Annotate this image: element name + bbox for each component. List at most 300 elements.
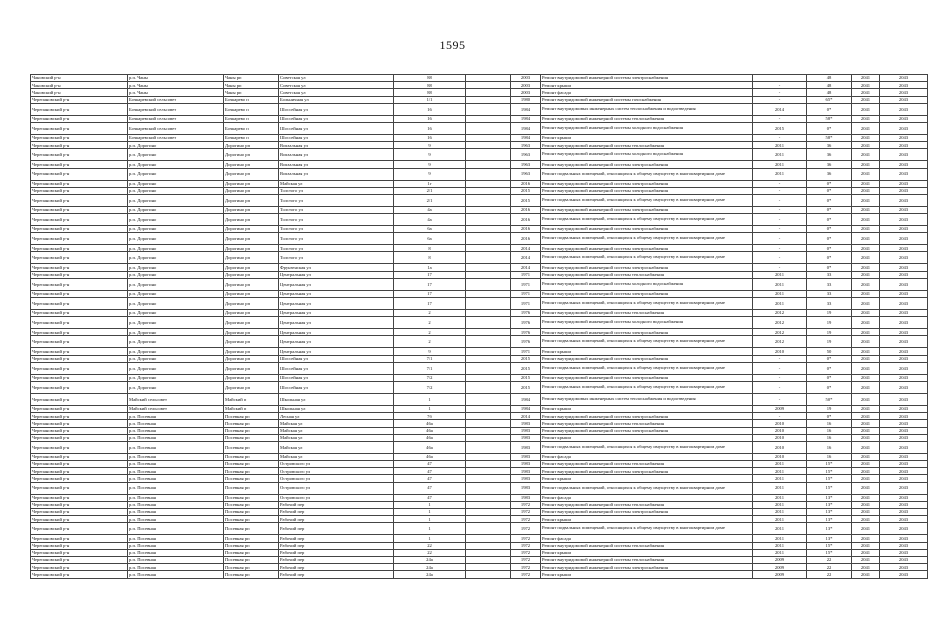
cell-district: Чановский р-н bbox=[31, 89, 128, 96]
cell-settlement: р.п. Дорогино bbox=[128, 161, 224, 168]
table-row bbox=[31, 393, 928, 405]
cell-settlement: р.п. Дорогино bbox=[128, 355, 224, 362]
cell-plan-end-year: 2043 bbox=[880, 420, 928, 427]
cell-settlement: р.п. Посевная bbox=[128, 542, 224, 549]
cell-settlement: р.п. Посевная bbox=[128, 434, 224, 441]
cell-building bbox=[466, 482, 511, 494]
cell-work-type: Ремонт внутридомовой инженерной системы теплоснабжения bbox=[541, 461, 753, 468]
cell-last-repair-year: - bbox=[753, 82, 807, 89]
cell-last-repair-year: - bbox=[753, 214, 807, 226]
cell-building bbox=[466, 542, 511, 549]
cell-year-built: 1983 bbox=[511, 441, 541, 453]
cell-year-built: 2014 bbox=[511, 264, 541, 271]
cell-work-type: Ремонт крыши bbox=[541, 571, 753, 578]
cell-plan-start-year: 2041 bbox=[852, 75, 880, 82]
cell-plan-end-year: 2043 bbox=[880, 348, 928, 355]
cell-year-built: 1984 bbox=[511, 393, 541, 405]
cell-last-repair-year: 2011 bbox=[753, 501, 807, 508]
table-row bbox=[31, 494, 928, 501]
table-row bbox=[31, 194, 928, 206]
cell-plan-end-year: 2043 bbox=[880, 233, 928, 245]
cell-last-repair-year: 2011 bbox=[753, 523, 807, 535]
cell-work-type: Ремонт подвальных помещений, относящихся к общему имуществу в многоквартирном доме bbox=[541, 381, 753, 393]
table-row bbox=[31, 187, 928, 194]
cell-work-type: Ремонт подвальных помещений, относящихся к общему имуществу в многоквартирном доме bbox=[541, 214, 753, 226]
cell-work-type: Ремонт внутридомовой инженерной системы электроснабжения bbox=[541, 427, 753, 434]
cell-locality: Дорогино рп bbox=[224, 206, 279, 213]
cell-building bbox=[466, 161, 511, 168]
cell-work-type: Ремонт подвальных помещений, относящихся к общему имуществу в многоквартирном доме bbox=[541, 441, 753, 453]
cell-locality: Майский п bbox=[224, 405, 279, 412]
cell-wear-percent: 36 bbox=[807, 168, 852, 180]
table-row bbox=[31, 290, 928, 297]
cell-building bbox=[466, 310, 511, 317]
cell-building bbox=[466, 413, 511, 420]
cell-plan-end-year: 2043 bbox=[880, 509, 928, 516]
cell-locality: Дорогино рп bbox=[224, 233, 279, 245]
cell-wear-percent: 36 bbox=[807, 142, 852, 149]
cell-settlement: р.п. Дорогино bbox=[128, 168, 224, 180]
table-row bbox=[31, 317, 928, 329]
cell-year-built: 1984 bbox=[511, 134, 541, 141]
cell-last-repair-year: 2010 bbox=[753, 453, 807, 460]
cell-plan-start-year: 2041 bbox=[852, 453, 880, 460]
cell-street: Шоссейная ул bbox=[279, 381, 394, 393]
cell-work-type: Ремонт внутридомовой инженерной системы электроснабжения bbox=[541, 468, 753, 475]
cell-locality: Бочкарево п bbox=[224, 103, 279, 115]
table-row bbox=[31, 441, 928, 453]
cell-plan-start-year: 2041 bbox=[852, 206, 880, 213]
cell-year-built: 1983 bbox=[511, 468, 541, 475]
cell-plan-start-year: 2041 bbox=[852, 96, 880, 103]
cell-district: Черепановский р-н bbox=[31, 134, 128, 141]
cell-plan-start-year: 2041 bbox=[852, 523, 880, 535]
cell-year-built: 1984 bbox=[511, 122, 541, 134]
cell-settlement: р.п. Дорогино bbox=[128, 362, 224, 374]
cell-settlement: р.п. Дорогино bbox=[128, 348, 224, 355]
cell-street: Советская ул bbox=[279, 75, 394, 82]
cell-street: Рабочий пер bbox=[279, 509, 394, 516]
cell-building bbox=[466, 556, 511, 563]
cell-district: Черепановский р-н bbox=[31, 453, 128, 460]
cell-wear-percent: 15* bbox=[807, 549, 852, 556]
cell-last-repair-year: 2011 bbox=[753, 494, 807, 501]
cell-plan-end-year: 2043 bbox=[880, 571, 928, 578]
cell-last-repair-year: 2011 bbox=[753, 475, 807, 482]
cell-plan-start-year: 2041 bbox=[852, 362, 880, 374]
cell-plan-start-year: 2041 bbox=[852, 194, 880, 206]
cell-house-number: 1 bbox=[394, 535, 466, 542]
cell-last-repair-year: 2011 bbox=[753, 482, 807, 494]
table-row bbox=[31, 298, 928, 310]
cell-work-type: Ремонт внутридомовой инженерной системы холодного водоснабжения bbox=[541, 278, 753, 290]
cell-locality: Посевная рп bbox=[224, 571, 279, 578]
cell-wear-percent: 36 bbox=[807, 149, 852, 161]
cell-settlement: р.п. Чаны bbox=[128, 75, 224, 82]
table-row bbox=[31, 468, 928, 475]
table-row bbox=[31, 96, 928, 103]
cell-last-repair-year: - bbox=[753, 180, 807, 187]
cell-settlement: р.п. Дорогино bbox=[128, 317, 224, 329]
cell-plan-end-year: 2043 bbox=[880, 374, 928, 381]
table-body bbox=[31, 75, 928, 579]
table-row bbox=[31, 310, 928, 317]
table-row bbox=[31, 329, 928, 336]
cell-street: Лесная ул bbox=[279, 413, 394, 420]
cell-district: Черепановский р-н bbox=[31, 571, 128, 578]
cell-plan-start-year: 2041 bbox=[852, 535, 880, 542]
cell-settlement: р.п. Дорогино bbox=[128, 142, 224, 149]
cell-district: Черепановский р-н bbox=[31, 420, 128, 427]
cell-plan-start-year: 2041 bbox=[852, 475, 880, 482]
cell-street: Островского ул bbox=[279, 475, 394, 482]
cell-building bbox=[466, 168, 511, 180]
cell-plan-start-year: 2041 bbox=[852, 413, 880, 420]
cell-locality: Посевная рп bbox=[224, 427, 279, 434]
cell-locality: Дорогино рп bbox=[224, 226, 279, 233]
cell-building bbox=[466, 187, 511, 194]
cell-locality: Посевная рп bbox=[224, 413, 279, 420]
table-row bbox=[31, 405, 928, 412]
cell-plan-start-year: 2041 bbox=[852, 233, 880, 245]
cell-district: Черепановский р-н bbox=[31, 523, 128, 535]
table-row bbox=[31, 564, 928, 571]
cell-plan-end-year: 2043 bbox=[880, 134, 928, 141]
cell-plan-end-year: 2043 bbox=[880, 362, 928, 374]
cell-year-built: 1972 bbox=[511, 535, 541, 542]
cell-work-type: Ремонт внутридомовой инженерной системы теплоснабжения bbox=[541, 271, 753, 278]
cell-locality: Чаны рп bbox=[224, 89, 279, 96]
cell-year-built: 1983 bbox=[511, 482, 541, 494]
cell-year-built: 1963 bbox=[511, 142, 541, 149]
cell-last-repair-year: - bbox=[753, 187, 807, 194]
cell-plan-end-year: 2043 bbox=[880, 122, 928, 134]
cell-plan-start-year: 2041 bbox=[852, 271, 880, 278]
cell-locality: Дорогино рп bbox=[224, 278, 279, 290]
cell-work-type: Ремонт внутридомовой инженерной системы электроснабжения bbox=[541, 161, 753, 168]
cell-street: Майская ул bbox=[279, 434, 394, 441]
cell-building bbox=[466, 468, 511, 475]
cell-district: Черепановский р-н bbox=[31, 317, 128, 329]
cell-street: Майская ул bbox=[279, 420, 394, 427]
table-row bbox=[31, 245, 928, 252]
cell-work-type: Ремонт подвальных помещений, относящихся к общему имуществу в многоквартирном доме bbox=[541, 168, 753, 180]
cell-wear-percent: 0* bbox=[807, 374, 852, 381]
cell-house-number: 16 bbox=[394, 134, 466, 141]
cell-settlement: р.п. Посевная bbox=[128, 441, 224, 453]
cell-wear-percent: 50 bbox=[807, 348, 852, 355]
cell-year-built: 2015 bbox=[511, 362, 541, 374]
cell-plan-start-year: 2041 bbox=[852, 348, 880, 355]
cell-year-built: 1984 bbox=[511, 405, 541, 412]
table-row bbox=[31, 214, 928, 226]
cell-house-number: 47 bbox=[394, 475, 466, 482]
cell-house-number: 7/2 bbox=[394, 381, 466, 393]
cell-locality: Посевная рп bbox=[224, 461, 279, 468]
cell-locality: Посевная рп bbox=[224, 434, 279, 441]
cell-house-number: 1а bbox=[394, 264, 466, 271]
cell-wear-percent: 0* bbox=[807, 103, 852, 115]
cell-wear-percent: 16 bbox=[807, 434, 852, 441]
cell-settlement: р.п. Посевная bbox=[128, 475, 224, 482]
cell-settlement: р.п. Дорогино bbox=[128, 187, 224, 194]
cell-street: Центральная ул bbox=[279, 310, 394, 317]
cell-last-repair-year: - bbox=[753, 206, 807, 213]
cell-house-number: 47 bbox=[394, 461, 466, 468]
cell-work-type: Ремонт крыши bbox=[541, 475, 753, 482]
cell-year-built: 2016 bbox=[511, 206, 541, 213]
cell-plan-start-year: 2041 bbox=[852, 168, 880, 180]
cell-plan-start-year: 2041 bbox=[852, 115, 880, 122]
cell-locality: Посевная рп bbox=[224, 549, 279, 556]
cell-year-built: 1971 bbox=[511, 278, 541, 290]
table-row bbox=[31, 362, 928, 374]
cell-settlement: р.п. Дорогино bbox=[128, 245, 224, 252]
cell-work-type: Ремонт подвальных помещений, относящихся к общему имуществу в многоквартирном доме bbox=[541, 336, 753, 348]
cell-settlement: р.п. Посевная bbox=[128, 461, 224, 468]
cell-building bbox=[466, 461, 511, 468]
cell-year-built: 1972 bbox=[511, 571, 541, 578]
cell-settlement: р.п. Дорогино bbox=[128, 180, 224, 187]
cell-plan-end-year: 2043 bbox=[880, 413, 928, 420]
cell-plan-start-year: 2041 bbox=[852, 103, 880, 115]
table-row bbox=[31, 434, 928, 441]
cell-street: Шоссейная ул bbox=[279, 115, 394, 122]
cell-work-type: Ремонт подвальных помещений, относящихся к общему имуществу в многоквартирном доме bbox=[541, 298, 753, 310]
cell-street: Рабочий пер bbox=[279, 571, 394, 578]
cell-plan-end-year: 2043 bbox=[880, 468, 928, 475]
cell-plan-end-year: 2043 bbox=[880, 89, 928, 96]
cell-wear-percent: 0* bbox=[807, 194, 852, 206]
cell-building bbox=[466, 381, 511, 393]
cell-last-repair-year: 2011 bbox=[753, 298, 807, 310]
cell-settlement: р.п. Посевная bbox=[128, 413, 224, 420]
cell-year-built: 1976 bbox=[511, 329, 541, 336]
cell-wear-percent: 58* bbox=[807, 115, 852, 122]
cell-district: Черепановский р-н bbox=[31, 194, 128, 206]
cell-settlement: р.п. Дорогино bbox=[128, 194, 224, 206]
cell-plan-start-year: 2041 bbox=[852, 381, 880, 393]
cell-locality: Дорогино рп bbox=[224, 317, 279, 329]
cell-plan-start-year: 2041 bbox=[852, 556, 880, 563]
cell-last-repair-year: - bbox=[753, 362, 807, 374]
cell-wear-percent: 19 bbox=[807, 329, 852, 336]
cell-year-built: 1972 bbox=[511, 542, 541, 549]
cell-last-repair-year: 2010 bbox=[753, 441, 807, 453]
cell-street: Центральная ул bbox=[279, 317, 394, 329]
cell-locality: Дорогино рп bbox=[224, 336, 279, 348]
cell-last-repair-year: 2011 bbox=[753, 509, 807, 516]
page-number: 1595 bbox=[439, 38, 466, 52]
cell-district: Черепановский р-н bbox=[31, 355, 128, 362]
cell-house-number: 1 bbox=[394, 393, 466, 405]
cell-work-type: Ремонт внутридомовой инженерной системы холодного водоснабжения bbox=[541, 122, 753, 134]
cell-last-repair-year: 2011 bbox=[753, 516, 807, 523]
cell-street: Шоссейная ул bbox=[279, 122, 394, 134]
cell-year-built: 1983 bbox=[511, 420, 541, 427]
cell-year-built: 2016 bbox=[511, 233, 541, 245]
cell-building bbox=[466, 233, 511, 245]
cell-street: Толстого ул bbox=[279, 252, 394, 264]
cell-year-built: 1972 bbox=[511, 523, 541, 535]
cell-last-repair-year: 2011 bbox=[753, 549, 807, 556]
cell-street: Школьная ул bbox=[279, 393, 394, 405]
cell-year-built: 1983 bbox=[511, 427, 541, 434]
cell-year-built: 2003 bbox=[511, 82, 541, 89]
cell-district: Черепановский р-н bbox=[31, 501, 128, 508]
cell-building bbox=[466, 420, 511, 427]
cell-plan-end-year: 2043 bbox=[880, 168, 928, 180]
cell-plan-end-year: 2043 bbox=[880, 556, 928, 563]
cell-district: Черепановский р-н bbox=[31, 214, 128, 226]
cell-work-type: Ремонт внутридомовой инженерной системы электроснабжения bbox=[541, 290, 753, 297]
cell-plan-start-year: 2041 bbox=[852, 516, 880, 523]
cell-work-type: Ремонт внутридомовой инженерной системы электроснабжения bbox=[541, 187, 753, 194]
cell-district: Черепановский р-н bbox=[31, 475, 128, 482]
cell-house-number: 2 bbox=[394, 329, 466, 336]
cell-wear-percent: 16 bbox=[807, 420, 852, 427]
cell-building bbox=[466, 142, 511, 149]
cell-last-repair-year: 2014 bbox=[753, 103, 807, 115]
cell-wear-percent: 16 bbox=[807, 427, 852, 434]
cell-plan-end-year: 2043 bbox=[880, 516, 928, 523]
cell-wear-percent: 0* bbox=[807, 362, 852, 374]
cell-locality: Посевная рп bbox=[224, 535, 279, 542]
cell-building bbox=[466, 453, 511, 460]
cell-building bbox=[466, 523, 511, 535]
cell-wear-percent: 22 bbox=[807, 556, 852, 563]
cell-street: Центральная ул bbox=[279, 298, 394, 310]
cell-wear-percent: 0* bbox=[807, 355, 852, 362]
cell-house-number: 9 bbox=[394, 168, 466, 180]
cell-district: Черепановский р-н bbox=[31, 168, 128, 180]
cell-last-repair-year: 2012 bbox=[753, 329, 807, 336]
cell-house-number: 16 bbox=[394, 115, 466, 122]
cell-building bbox=[466, 115, 511, 122]
cell-settlement: Майский сельсовет bbox=[128, 405, 224, 412]
cell-plan-end-year: 2043 bbox=[880, 252, 928, 264]
cell-last-repair-year: 2011 bbox=[753, 290, 807, 297]
cell-building bbox=[466, 336, 511, 348]
cell-locality: Дорогино рп bbox=[224, 214, 279, 226]
cell-district: Черепановский р-н bbox=[31, 441, 128, 453]
cell-plan-start-year: 2041 bbox=[852, 393, 880, 405]
cell-wear-percent: 48 bbox=[807, 82, 852, 89]
table-row bbox=[31, 475, 928, 482]
cell-last-repair-year: 2011 bbox=[753, 149, 807, 161]
cell-house-number: 2 bbox=[394, 310, 466, 317]
cell-locality: Бочкарево п bbox=[224, 122, 279, 134]
cell-plan-start-year: 2041 bbox=[852, 427, 880, 434]
cell-last-repair-year: - bbox=[753, 134, 807, 141]
cell-wear-percent: 19 bbox=[807, 405, 852, 412]
cell-plan-end-year: 2043 bbox=[880, 278, 928, 290]
cell-plan-start-year: 2041 bbox=[852, 161, 880, 168]
cell-year-built: 1963 bbox=[511, 168, 541, 180]
cell-building bbox=[466, 103, 511, 115]
cell-last-repair-year: - bbox=[753, 96, 807, 103]
cell-locality: Посевная рп bbox=[224, 494, 279, 501]
cell-district: Черепановский р-н bbox=[31, 264, 128, 271]
cell-settlement: Бочкаревский сельсовет bbox=[128, 103, 224, 115]
table-row bbox=[31, 103, 928, 115]
cell-settlement: р.п. Дорогино bbox=[128, 252, 224, 264]
cell-year-built: 1972 bbox=[511, 564, 541, 571]
cell-plan-end-year: 2043 bbox=[880, 475, 928, 482]
cell-building bbox=[466, 264, 511, 271]
cell-plan-start-year: 2041 bbox=[852, 405, 880, 412]
table-row bbox=[31, 571, 928, 578]
cell-wear-percent: 58* bbox=[807, 134, 852, 141]
cell-building bbox=[466, 278, 511, 290]
cell-plan-start-year: 2041 bbox=[852, 290, 880, 297]
table-row bbox=[31, 542, 928, 549]
cell-district: Черепановский р-н bbox=[31, 329, 128, 336]
cell-building bbox=[466, 194, 511, 206]
cell-plan-end-year: 2043 bbox=[880, 317, 928, 329]
cell-settlement: р.п. Дорогино bbox=[128, 310, 224, 317]
table-row bbox=[31, 381, 928, 393]
cell-plan-end-year: 2043 bbox=[880, 336, 928, 348]
cell-settlement: р.п. Дорогино bbox=[128, 226, 224, 233]
cell-house-number: 1 bbox=[394, 405, 466, 412]
cell-district: Черепановский р-н bbox=[31, 434, 128, 441]
cell-year-built: 1972 bbox=[511, 516, 541, 523]
cell-settlement: р.п. Посевная bbox=[128, 427, 224, 434]
cell-settlement: Бочкаревский сельсовет bbox=[128, 134, 224, 141]
cell-plan-end-year: 2043 bbox=[880, 264, 928, 271]
table-row bbox=[31, 142, 928, 149]
cell-building bbox=[466, 427, 511, 434]
cell-building bbox=[466, 494, 511, 501]
cell-street: Рабочий пер bbox=[279, 556, 394, 563]
cell-plan-start-year: 2041 bbox=[852, 355, 880, 362]
cell-wear-percent: 33 bbox=[807, 278, 852, 290]
table-row bbox=[31, 427, 928, 434]
cell-wear-percent: 0* bbox=[807, 252, 852, 264]
cell-wear-percent: 33 bbox=[807, 290, 852, 297]
cell-work-type: Ремонт внутридомовой инженерной системы электроснабжения bbox=[541, 413, 753, 420]
cell-year-built: 1963 bbox=[511, 149, 541, 161]
cell-plan-start-year: 2041 bbox=[852, 542, 880, 549]
cell-district: Черепановский р-н bbox=[31, 516, 128, 523]
table-row bbox=[31, 233, 928, 245]
cell-building bbox=[466, 564, 511, 571]
cell-last-repair-year: - bbox=[753, 374, 807, 381]
table-row bbox=[31, 516, 928, 523]
cell-wear-percent: 15* bbox=[807, 542, 852, 549]
cell-house-number: 46а bbox=[394, 434, 466, 441]
cell-wear-percent: 13* bbox=[807, 494, 852, 501]
cell-locality: Посевная рп bbox=[224, 564, 279, 571]
cell-house-number: 17 bbox=[394, 271, 466, 278]
cell-plan-start-year: 2041 bbox=[852, 89, 880, 96]
cell-work-type: Ремонт подвальных помещений, относящихся к общему имуществу в многоквартирном доме bbox=[541, 194, 753, 206]
cell-last-repair-year: 2012 bbox=[753, 317, 807, 329]
cell-district: Черепановский р-н bbox=[31, 461, 128, 468]
cell-locality: Дорогино рп bbox=[224, 252, 279, 264]
cell-wear-percent: 13* bbox=[807, 516, 852, 523]
cell-last-repair-year: 2009 bbox=[753, 571, 807, 578]
cell-work-type: Ремонт внутридомовой инженерной системы холодного водоснабжения bbox=[541, 149, 753, 161]
cell-plan-end-year: 2043 bbox=[880, 501, 928, 508]
cell-wear-percent: 15* bbox=[807, 461, 852, 468]
cell-year-built: 2014 bbox=[511, 413, 541, 420]
cell-last-repair-year: 2011 bbox=[753, 461, 807, 468]
table-row bbox=[31, 180, 928, 187]
cell-work-type: Ремонт внутридомовой инженерной системы холодного водоснабжения bbox=[541, 317, 753, 329]
cell-district: Чановский р-н bbox=[31, 82, 128, 89]
